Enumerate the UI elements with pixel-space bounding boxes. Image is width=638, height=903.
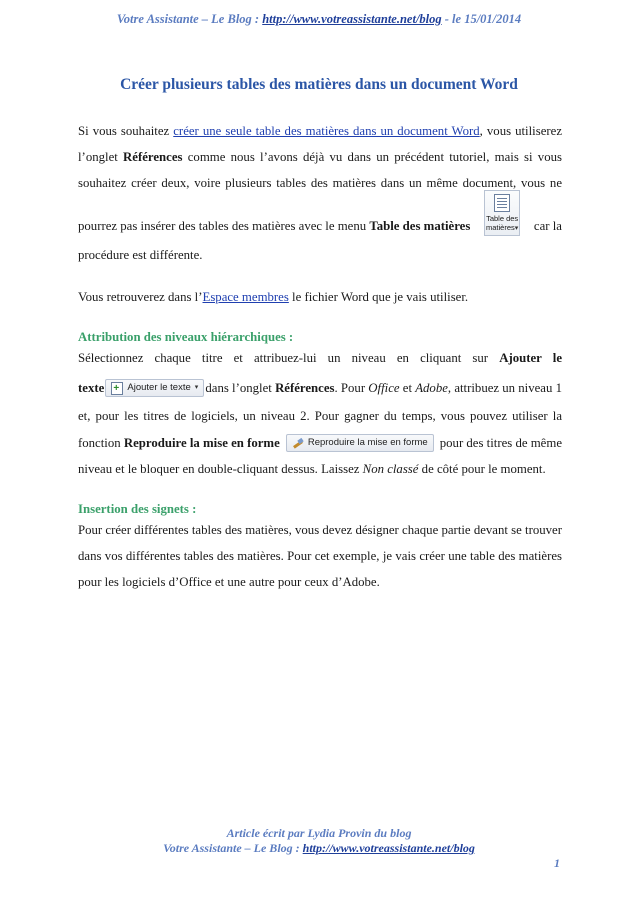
header-prefix: Votre Assistante – Le Blog : <box>116 12 263 26</box>
header-link[interactable]: http://www.votreassistante.net/blog <box>262 12 442 26</box>
para1-line4: pourrez pas insérer des tables des matières avec le menu Table des matières Table des matières▾ car la <box>78 190 562 236</box>
section-heading-bookmarks: Insertion des signets : <box>78 502 197 516</box>
page-header <box>0 12 638 27</box>
section2-body <box>78 517 562 595</box>
footer-blog: Votre Assistante – Le Blog : http://www.votreassistante.net/blog <box>163 841 475 855</box>
table-of-contents-button[interactable]: Table des matières▾ <box>484 190 520 236</box>
paragraph-members: Vous retrouverez dans l’Espace membres le fichier Word que je vais utiliser. <box>78 290 469 304</box>
section2-line3: pour les logiciels d’Office et une autre pour ceux d’Adobe. <box>78 575 380 589</box>
section1-line4: fonction Reproduire la mise en forme Reproduire la mise en forme pour des titres de même <box>78 436 562 450</box>
add-text-button[interactable]: + Ajouter le texte ▾ <box>105 379 204 397</box>
section2-line2: dans vos différentes tables des matières. Pour cet exemple, je vais créer une table des matières <box>78 549 562 563</box>
link-espace-membres[interactable]: Espace membres <box>202 290 289 304</box>
section1-line3: et, pour les titres de logiciels, un niveau 2. Pour gagner du temps, vous pouvez utiliser la <box>78 409 562 423</box>
page-number: 1 <box>554 856 560 870</box>
footer-author: Article écrit par Lydia Provin du blog <box>226 826 412 840</box>
page-footer <box>0 826 638 856</box>
footer-link[interactable]: http://www.votreassistante.net/blog <box>302 841 475 855</box>
add-text-icon <box>111 382 123 395</box>
chevron-down-icon: ▾ <box>194 384 199 391</box>
section1-line2: texte + Ajouter le texte ▾ dans l’onglet Références. Pour Office et Adobe, attribuez un niveau 1 <box>78 378 562 398</box>
link-single-toc[interactable]: créer une seule table des matières dans un document Word <box>173 124 480 138</box>
format-painter-icon <box>292 438 304 448</box>
para1-line5: procédure est différente. <box>78 248 203 262</box>
document-title: Créer plusieurs tables des matières dans un document Word <box>120 76 518 93</box>
paragraph-intro <box>78 118 562 196</box>
section-heading-levels: Attribution des niveaux hiérarchiques : <box>78 330 294 344</box>
table-of-contents-icon <box>494 194 510 212</box>
para1-line3: souhaitez créer deux, voire plusieurs tables des matières dans un même document, vous ne <box>78 176 562 190</box>
para1-line1: Si vous souhaitez créer une seule table des matières dans un document Word, vous utiliserez <box>78 124 562 138</box>
format-painter-button[interactable]: Reproduire la mise en forme <box>286 434 434 452</box>
section1-line1: Sélectionnez chaque titre et attribuez-lui un niveau en cliquant sur Ajouter le <box>78 351 562 365</box>
section2-line1: Pour créer différentes tables des matières, vous devez désigner chaque partie devant se trouver <box>78 523 562 537</box>
section1-line5: niveau et le bloquer en double-cliquant dessus. Laissez Non classé de côté pour le moment. <box>78 462 546 476</box>
header-date: - le 15/01/2014 <box>441 12 522 26</box>
para1-line2: l’onglet Références comme nous l’avons déjà vu dans un précédent tutoriel, mais si vous <box>78 150 562 164</box>
